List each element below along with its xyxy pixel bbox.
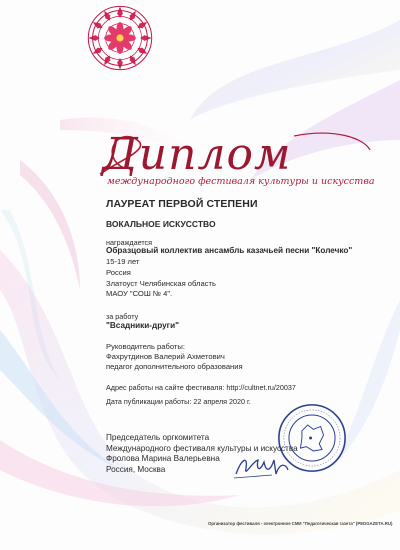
supervisor-label: Руководитель работы: xyxy=(106,342,185,351)
chair-org: Международного фестиваля культуры и искусства xyxy=(106,443,298,453)
diploma-title: Диплом xyxy=(102,129,292,180)
category: ВОКАЛЬНОЕ ИСКУССТВО xyxy=(106,219,216,229)
school: МАОУ "СОШ № 4". xyxy=(106,289,173,298)
organizer-footer: Организатор фестиваля - электронное СМИ "Педагогическая газета" (PEDGAZETA.RU) xyxy=(208,521,393,526)
recipient-name: Образцовый коллектив ансамбль казачьей песни "Колечко" xyxy=(106,246,353,255)
diploma-subtitle: международного фестиваля культуры и искусства xyxy=(107,176,375,187)
supervisor-role: педагог дополнительного образования xyxy=(106,362,243,371)
supervisor-name: Фахрутдинов Валерий Ахметович xyxy=(106,352,225,361)
chair-name: Фролова Марина Валерьевна xyxy=(106,454,220,464)
awarded-label: награждается xyxy=(106,238,153,247)
lotus-mandala-icon xyxy=(84,2,156,74)
round-seal-icon xyxy=(276,402,348,474)
country: Россия xyxy=(106,268,131,277)
chair-title: Председатель оргкомитета xyxy=(106,433,210,442)
work-title: "Всадники-други" xyxy=(106,321,180,330)
age-range: 15-19 лет xyxy=(106,257,140,266)
address-line: Адрес работы на сайте фестиваля: http://cultnet.ru/20037 xyxy=(106,383,296,392)
work-label: за работу xyxy=(106,312,139,321)
publish-date: Дата публикации работы: 22 апреля 2020 г. xyxy=(106,397,251,406)
degree-title: ЛАУРЕАТ ПЕРВОЙ СТЕПЕНИ xyxy=(106,198,258,210)
city: Златоуст Челябинская область xyxy=(106,279,216,288)
chair-location: Россия, Москва xyxy=(106,464,166,474)
